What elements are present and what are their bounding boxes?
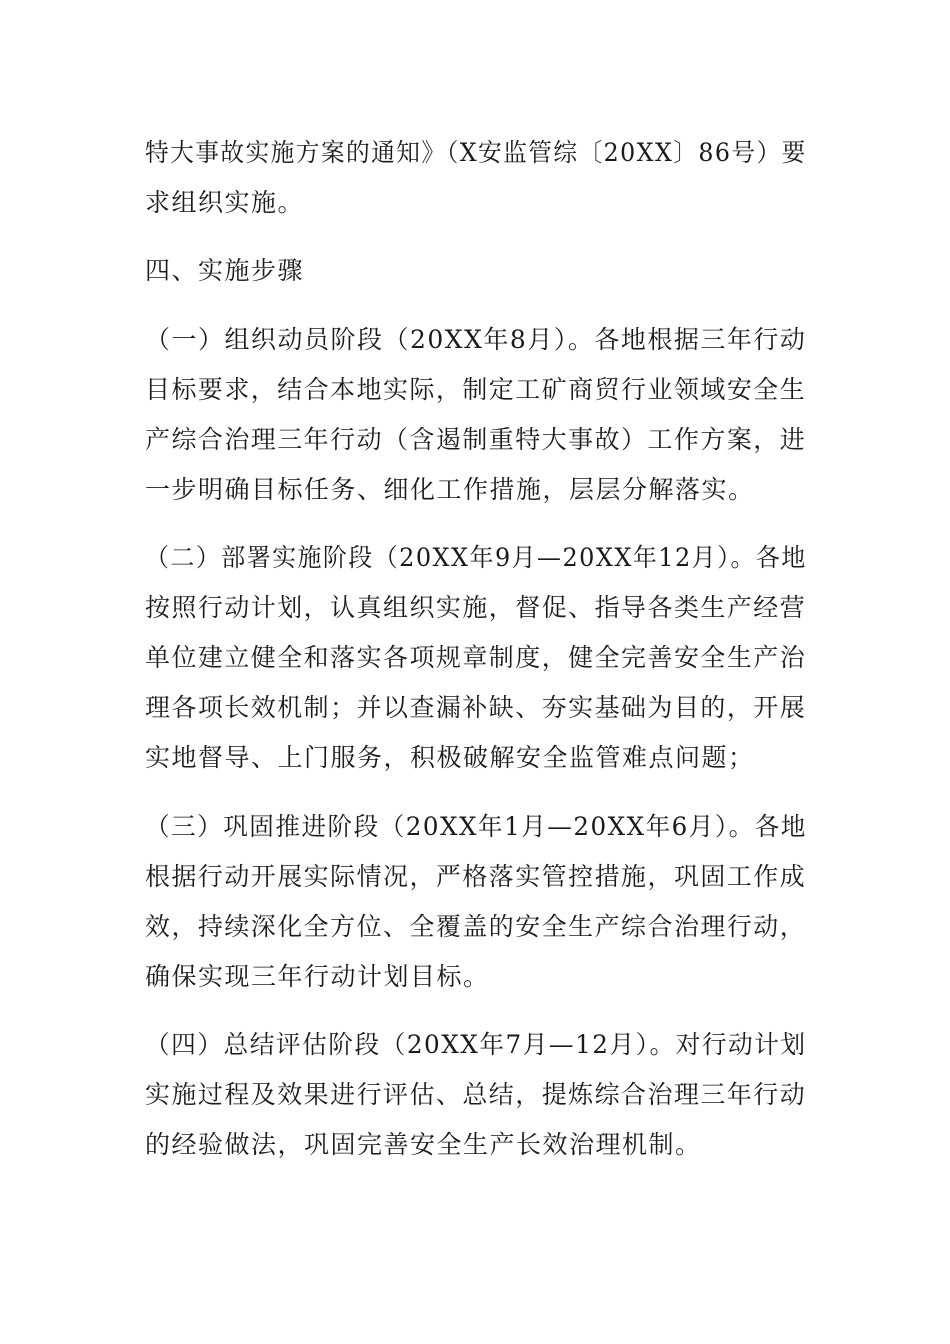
text-line: （二）部署实施阶段（20XX年9月—20XX年12月）。各地 — [145, 543, 807, 572]
text-line: 求组织实施。 — [145, 188, 305, 217]
text-line: 实地督导、上门服务，积极破解安全监管难点问题； — [145, 743, 755, 772]
text-line: 确保实现三年行动计划目标。 — [145, 962, 490, 991]
text-line: （三）巩固推进阶段（20XX年1月—20XX年6月）。各地 — [145, 812, 807, 841]
text-line: （四）总结评估阶段（20XX年7月—12月）。对行动计划 — [145, 1030, 807, 1059]
heading-text: 四、实施步骤 — [145, 256, 305, 285]
text-line: 单位建立健全和落实各项规章制度，健全完善安全生产治 — [145, 643, 807, 672]
text-line: 的经验做法，巩固完善安全生产长效治理机制。 — [145, 1130, 702, 1159]
text-line: 根据行动开展实际情况，严格落实管控措施，巩固工作成 — [145, 862, 807, 891]
text-line: 理各项长效机制；并以查漏补缺、夯实基础为目的，开展 — [145, 693, 807, 722]
text-line: 实施过程及效果进行评估、总结，提炼综合治理三年行动 — [145, 1080, 807, 1109]
text-line: 一步明确目标任务、细化工作措施，层层分解落实。 — [145, 475, 755, 504]
text-line: 特大事故实施方案的通知》（X安监管综〔20XX〕86号）要 — [145, 138, 807, 167]
text-line: 目标要求，结合本地实际，制定工矿商贸行业领域安全生 — [145, 375, 807, 404]
text-line: 按照行动计划，认真组织实施，督促、指导各类生产经营 — [145, 593, 807, 622]
text-line: 产综合治理三年行动（含遏制重特大事故）工作方案，进 — [145, 425, 807, 454]
text-line: （一）组织动员阶段（20XX年8月）。各地根据三年行动 — [145, 325, 807, 354]
text-line: 效，持续深化全方位、全覆盖的安全生产综合治理行动， — [145, 912, 807, 941]
